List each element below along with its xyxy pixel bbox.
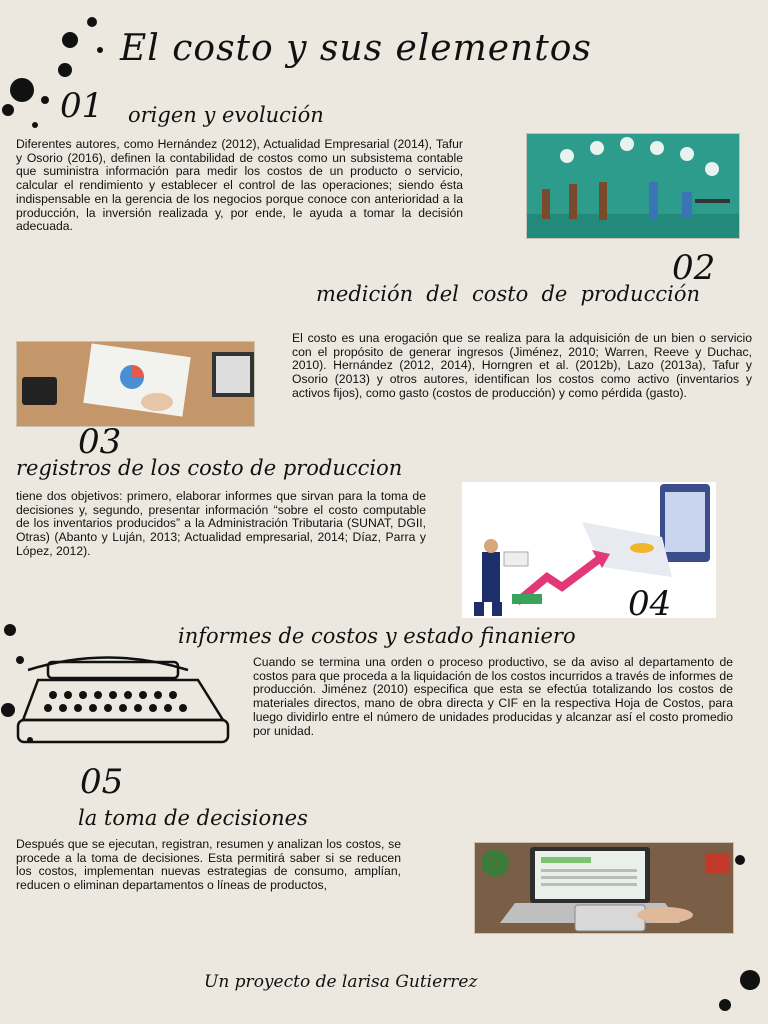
section-heading-04: informes de costos y estado finaniero	[178, 624, 576, 648]
section-number-05: 05	[80, 762, 124, 802]
businessman-growth-image	[462, 482, 716, 618]
section-text-05: Después que se ejecutan, registran, resumen y analizan los costos, se procede a la toma de decisiones. Esta permitirá saber si se reducen los costos, implementan nuevas estrategias de consumo, amplían, reducen o eliminan departamentos o líneas de productos,	[16, 837, 401, 893]
typewriter-icon	[8, 640, 233, 752]
evolution-image	[526, 133, 740, 239]
charts-on-desk-image	[16, 341, 255, 427]
section-heading-03: registros de los costo de produccion	[16, 456, 403, 480]
section-heading-01: origen y evolución	[128, 103, 324, 127]
footer-credit: Un proyecto de larisa Gutierrez	[204, 972, 478, 992]
section-number-04: 04	[628, 584, 672, 624]
section-number-02: 02	[672, 248, 716, 288]
section-text-02: El costo es una erogación que se realiza para la adquisición de un bien o servicio con el propósito de generar ingresos (Jiménez, 2010; Warren, Reeve y Duchac, 2010). Hernández (2012, 2014), Horngren et al. (2012b), Lazo (2013a), Tafur y Osorio (2013) y otros autores, identifican los costos como activo (inventarios y activos fijos), como gasto (costos de producción) y como pérdida (gasto).	[292, 331, 752, 400]
section-heading-02: medición del costo de producción	[316, 282, 700, 306]
section-heading-05: la toma de decisiones	[78, 806, 308, 830]
section-text-03: tiene dos objetivos: primero, elaborar informes que sirvan para la toma de decisiones y, segundo, presentar información “sobre el costo computable de los inventarios producidos” a la Administración Tributaria (SUNAT, DGII, Otras) (Abanto y Luján, 2013; Actualidad empresarial, 2014; Díaz, Parra y López, 2012).	[16, 489, 426, 558]
laptop-calculator-image	[474, 842, 734, 934]
section-text-01: Diferentes autores, como Hernández (2012), Actualidad Empresarial (2014), Tafur y Osorio (2016), definen la contabilidad de costos como un subsistema contable que suministra información para medir los costos de un producto o servicio, calcular el rendimiento y establecer el control de las operaciones; siendo ésta indispensable en la gerencia de los negocios porque conoce con anterioridad a la producción, la inversión realizada y, por ende, le ayuda a tomar la decisión adecuada.	[16, 137, 463, 234]
section-number-01: 01	[60, 86, 104, 126]
section-text-04: Cuando se termina una orden o proceso productivo, se da aviso al departamento de costos para que proceda a la liquidación de los costos incurridos a través de informes de producción. Jiménez (2010) especifica que esta se efectúa totalizando los costos de materiales directos, mano de obra directa y CIF en la respectiva Hoja de Costos, para luego dividirlo entre el número de unidades producidas y alcanzar así el costo promedio por unidad.	[253, 655, 733, 738]
page-title: El costo y sus elementos	[120, 28, 592, 69]
section-number-03: 03	[78, 422, 122, 462]
